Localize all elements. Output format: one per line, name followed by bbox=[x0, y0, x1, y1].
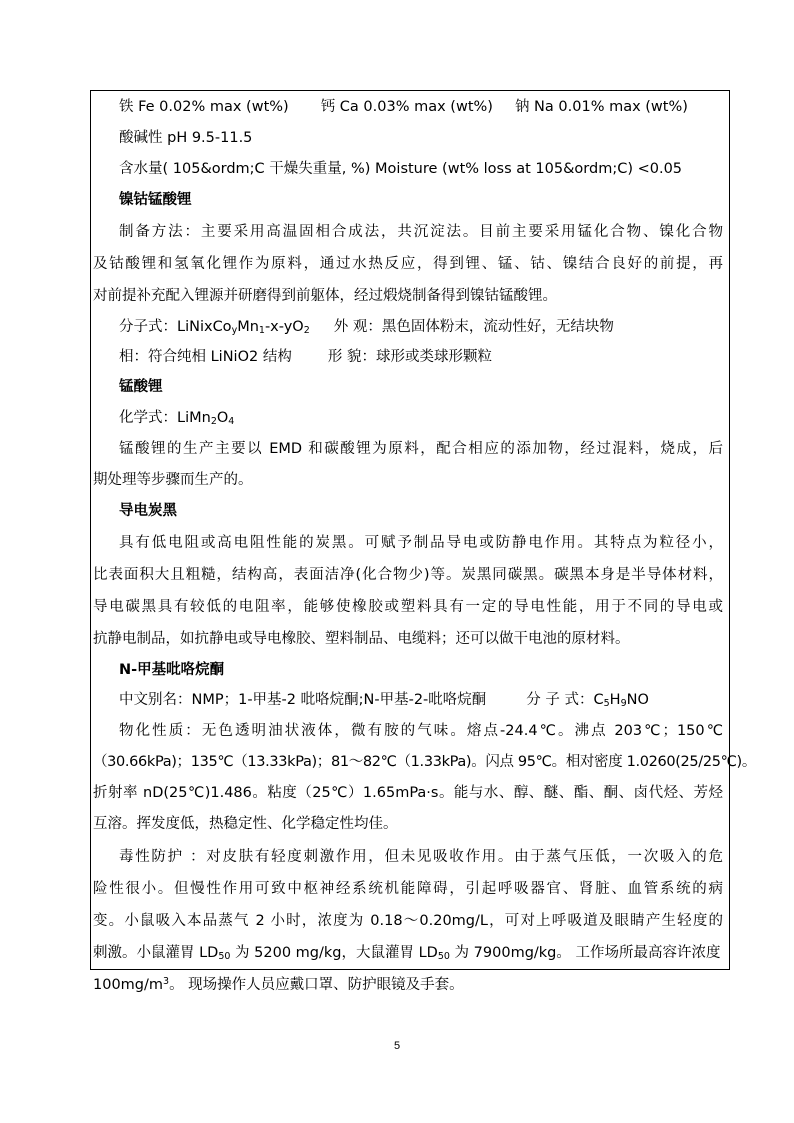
nmp-tox-line-5: $100mg/m^3$。 现场操作人员应戴口罩、防护眼镜及手套。 bbox=[93, 976, 464, 993]
lmo-heading: 锰酸锂 bbox=[119, 379, 163, 395]
nmp-phys-line-1: 物化性质：无色透明油状液体，微有胺的气味。熔点-24.4℃。沸点 203℃；150℃ bbox=[119, 723, 723, 739]
impurity-fe: 铁 Fe 0.02% max (wt%) bbox=[119, 99, 289, 115]
lmo-formula: 化学式：$LiMn_2O_4$ bbox=[119, 410, 235, 427]
ncm-prep-line-1: 制备方法：主要采用高温固相合成法，共沉淀法。目前主要采用锰化合物、镍化合物 bbox=[119, 224, 723, 240]
nmp-tox-line-4: 刺激。小鼠灌胃 $LD_{50}$ 为 5200 mg/kg，大鼠灌胃 $LD_{50}$ 为 7900mg/kg。 工作场所最高容许浓度 bbox=[93, 945, 721, 962]
ncm-heading: 镍钴锰酸锂 bbox=[119, 192, 192, 208]
nmp-phys-line-4: 互溶。挥发度低，热稳定性、化学稳定性均佳。 bbox=[93, 816, 398, 832]
carbon-line-4: 抗静电制品，如抗静电或导电橡胶、塑料制品、电缆料；还可以做干电池的原材料。 bbox=[93, 631, 630, 647]
moisture-line: 含水量( 105&ordm;C 干燥失重量, %) Moisture (wt% loss at 105&ordm;C) <0.05 bbox=[119, 161, 683, 177]
ncm-phase-line bbox=[119, 347, 492, 367]
ncm-morphology: 形 貌：球形或类球形颗粒 bbox=[327, 349, 492, 365]
frame-right-rule bbox=[729, 90, 734, 970]
nmp-tox-line-2: 险性很小。但慢性作用可致中枢神经系统机能障碍，引起呼吸器官、肾脏、血管系统的病 bbox=[93, 881, 723, 897]
carbon-heading: 导电炭黑 bbox=[119, 503, 177, 519]
nmp-phys-line-2: （30.66kPa)；135℃（13.33kPa)；81～82℃（1.33kPa)。闪点 95℃。相对密度 1.0260(25/25℃)。 bbox=[93, 754, 756, 770]
document-frame bbox=[90, 90, 756, 993]
nmp-tox-line-1: 毒性防护 ：对皮肤有轻度刺激作用，但未见吸收作用。由于蒸气压低，一次吸入的危 bbox=[119, 849, 723, 865]
nmp-formula: 分 子 式：$C_5H_9NO$ bbox=[526, 692, 649, 709]
nmp-alias: 中文别名：NMP；1-甲基-2 吡咯烷酮;N-甲基-2-吡咯烷酮 bbox=[119, 692, 487, 708]
ncm-phase: 相：符合纯相 LiNiO2 结构 bbox=[119, 349, 292, 365]
ncm-prep-line-3: 对前提补充配入锂源并研磨得到前躯体，经过煅烧制备得到镍钴锰酸锂。 bbox=[93, 288, 557, 304]
impurity-line bbox=[119, 97, 688, 117]
lmo-desc-line-2: 期处理等步骤而生产的。 bbox=[93, 472, 253, 488]
lmo-desc-line-1: 锰酸锂的生产主要以 EMD 和碳酸锂为原料，配合相应的添加物，经过混料，烧成，后 bbox=[119, 441, 723, 457]
nmp-heading: N-甲基吡咯烷酮 bbox=[119, 662, 225, 678]
nmp-phys-line-3: 折射率 nD(25℃)1.486。粘度（25℃）1.65mPa·s。能与水、醇、醚、酯、酮、卤代烃、芳烃 bbox=[93, 785, 723, 801]
carbon-line-3: 导电碳黑具有较低的电阻率，能够使橡胶或塑料具有一定的导电性能，用于不同的导电或 bbox=[93, 599, 723, 615]
page-number: 5 bbox=[393, 1040, 401, 1052]
impurity-ca: 钙 Ca 0.03% max (wt%) bbox=[320, 99, 493, 115]
impurity-na: 钠 Na 0.01% max (wt%) bbox=[514, 99, 688, 115]
nmp-alias-line bbox=[119, 690, 649, 710]
ncm-formula-line bbox=[119, 317, 614, 337]
ncm-appearance: 外 观：黑色固体粉末，流动性好，无结块物 bbox=[333, 319, 614, 335]
carbon-line-1: 具有低电阻或高电阻性能的炭黑。可赋予制品导电或防静电作用。其特点为粒径小， bbox=[119, 535, 723, 551]
ncm-prep-line-2: 及钴酸锂和氢氧化锂作为原料，通过水热反应，得到锂、锰、钴、镍结合良好的前提，再 bbox=[93, 256, 723, 272]
ncm-formula: 分子式：$LiNixCo_yMn_1-x-yO_2$ bbox=[119, 319, 310, 336]
ph-line: 酸碱性 pH 9.5-11.5 bbox=[119, 130, 253, 146]
carbon-line-2: 比表面积大且粗糙，结构高，表面洁净(化合物少)等。炭黑同碳黑。碳黑本身是半导体材料， bbox=[93, 567, 723, 583]
nmp-tox-line-3: 变。小鼠吸入本品蒸气 2 小时，浓度为 0.18～0.20mg/L，可对上呼吸道及眼睛产生轻度的 bbox=[93, 913, 723, 929]
